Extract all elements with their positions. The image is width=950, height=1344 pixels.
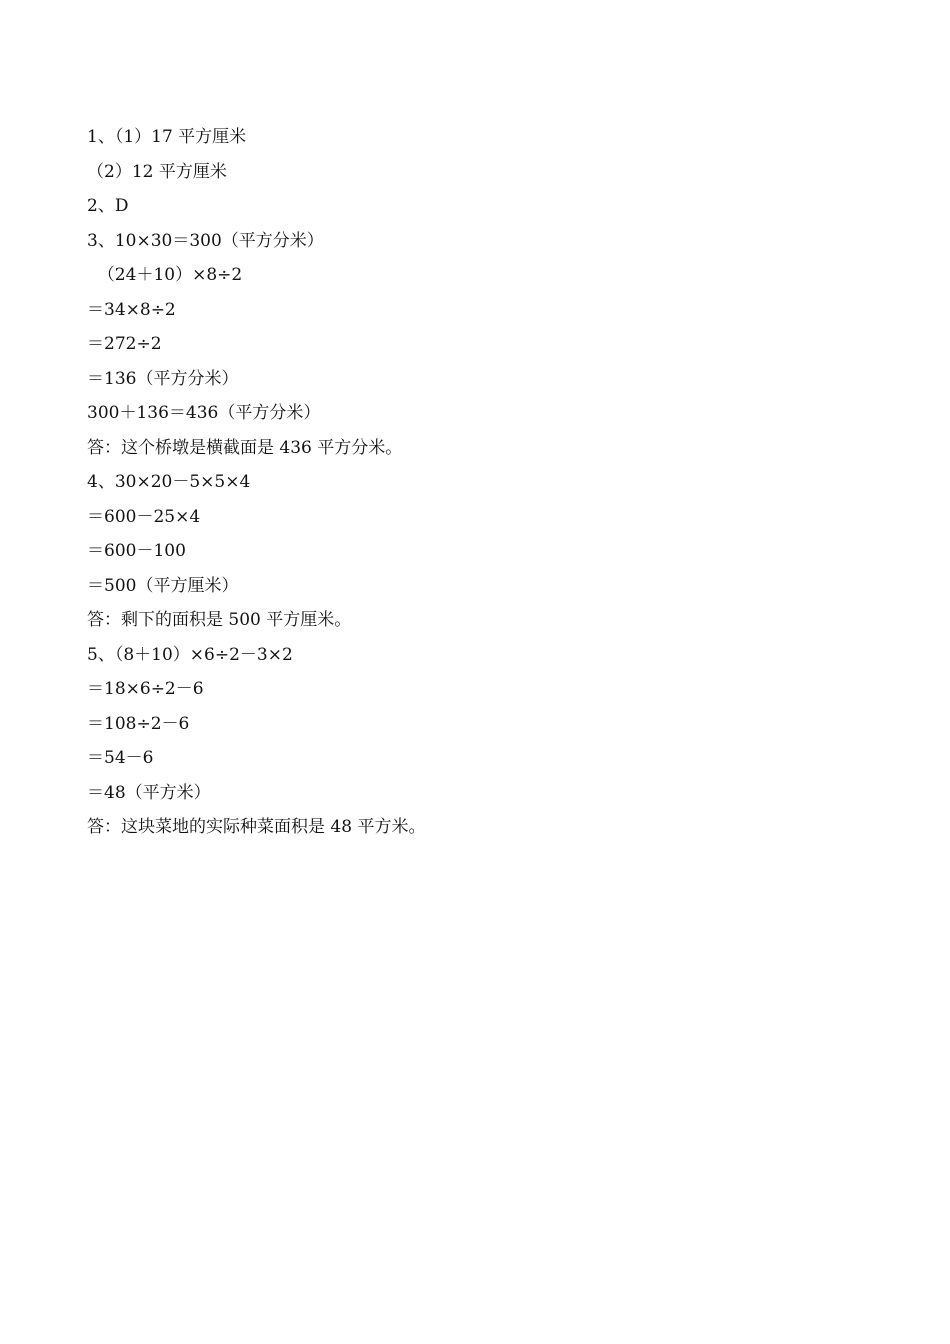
answer-1-part-1: 1、（1）17 平方厘米: [87, 127, 247, 147]
answer-5-step-1: 5、（8＋10）×6÷2－3×2: [87, 644, 293, 665]
answer-2: 2、D: [87, 196, 129, 216]
answer-content: [87, 124, 867, 849]
answer-5-step-4: ＝54－6: [87, 748, 154, 768]
answer-3-step-6: 300＋136＝436（平方分米）: [87, 403, 321, 423]
answer-5-step-3: ＝108÷2－6: [87, 713, 190, 734]
answer-5-step-5: ＝48（平方米）: [87, 782, 211, 803]
answer-5-conclusion: 答：这块菜地的实际种菜面积是 48 平方米。: [87, 817, 426, 837]
answer-5-step-2: ＝18×6÷2－6: [87, 679, 204, 699]
answer-4-step-4: ＝500（平方厘米）: [87, 575, 239, 596]
answer-3-step-4: ＝272÷2: [87, 334, 162, 354]
answer-1-part-2: （2）12 平方厘米: [87, 161, 227, 182]
answer-3-step-3: ＝34×8÷2: [87, 299, 176, 320]
answer-3-step-1: 3、10×30＝300（平方分米）: [87, 230, 324, 251]
answer-4-step-2: ＝600－25×4: [87, 506, 201, 527]
answer-4-step-1: 4、30×20－5×5×4: [87, 472, 251, 492]
answer-3-step-2: （24＋10）×8÷2: [87, 265, 243, 285]
answer-3-step-5: ＝136（平方分米）: [87, 368, 239, 389]
answer-4-step-3: ＝600－100: [87, 541, 186, 561]
answer-3-conclusion: 答：这个桥墩是横截面是 436 平方分米。: [87, 437, 403, 458]
answer-4-conclusion: 答：剩下的面积是 500 平方厘米。: [87, 610, 352, 630]
